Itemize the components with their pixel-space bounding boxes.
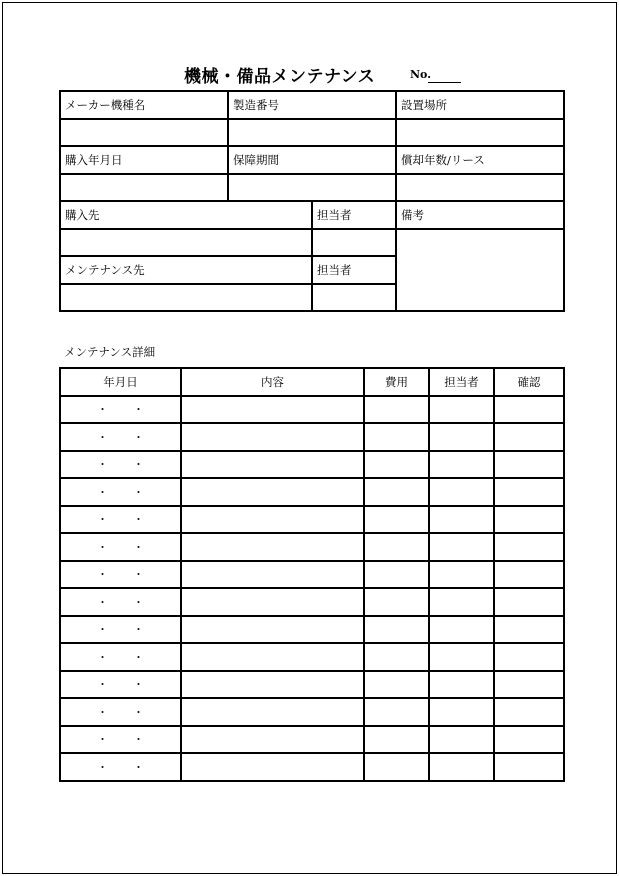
date-separators (94, 678, 148, 691)
date-separator: ・ (133, 568, 144, 582)
maintenance-detail-table (59, 367, 565, 782)
content-field[interactable] (181, 478, 364, 506)
content-field[interactable] (181, 698, 364, 726)
location-field[interactable] (396, 119, 564, 147)
confirm-field[interactable] (494, 643, 564, 671)
table-row (60, 616, 564, 644)
person-field[interactable] (429, 588, 494, 616)
date-separator: ・ (133, 458, 144, 472)
content-field[interactable] (181, 506, 364, 534)
table-row (60, 506, 564, 534)
person-field[interactable] (429, 506, 494, 534)
date-separator: ・ (97, 540, 108, 554)
maintenance-vendor-field[interactable] (60, 284, 312, 312)
date-field[interactable] (60, 478, 181, 506)
date-field[interactable] (60, 671, 181, 699)
header-content: 内容 (181, 368, 364, 396)
person-field[interactable] (429, 423, 494, 451)
date-separators (94, 458, 148, 471)
date-separators (94, 568, 148, 581)
date-separator: ・ (97, 623, 108, 637)
confirm-field[interactable] (494, 451, 564, 479)
date-separator: ・ (97, 458, 108, 472)
cost-field[interactable] (364, 396, 429, 424)
header-person: 担当者 (429, 368, 494, 396)
cost-field[interactable] (364, 643, 429, 671)
maintenance-vendor-label: メンテナンス先 (60, 256, 312, 284)
date-field[interactable] (60, 451, 181, 479)
table-row (60, 643, 564, 671)
header-date: 年月日 (60, 368, 181, 396)
table-row (60, 726, 564, 754)
person-field[interactable] (429, 451, 494, 479)
date-separators (94, 403, 148, 416)
date-separator: ・ (97, 595, 108, 609)
content-field[interactable] (181, 533, 364, 561)
date-separator: ・ (97, 705, 108, 719)
content-field[interactable] (181, 643, 364, 671)
equipment-info-table (59, 90, 565, 312)
confirm-field[interactable] (494, 726, 564, 754)
date-separators (94, 761, 148, 774)
confirm-field[interactable] (494, 616, 564, 644)
table-row (60, 478, 564, 506)
table-row (60, 698, 564, 726)
cost-field[interactable] (364, 561, 429, 589)
location-label: 設置場所 (396, 91, 564, 119)
date-field[interactable] (60, 698, 181, 726)
date-separator: ・ (133, 733, 144, 747)
confirm-field[interactable] (494, 561, 564, 589)
date-field[interactable] (60, 423, 181, 451)
maker-model-field[interactable] (60, 119, 228, 147)
person-field[interactable] (429, 616, 494, 644)
confirm-field[interactable] (494, 533, 564, 561)
date-separators (94, 623, 148, 636)
date-separator: ・ (97, 430, 108, 444)
depreciation-label: 償却年数/リース (396, 146, 564, 174)
serial-number-label: 製造番号 (228, 91, 396, 119)
date-separator: ・ (97, 650, 108, 664)
page-title: 機械・備品メンテナンス (184, 67, 376, 87)
content-field[interactable] (181, 451, 364, 479)
date-separator: ・ (133, 705, 144, 719)
table-row (60, 671, 564, 699)
cost-field[interactable] (364, 726, 429, 754)
date-separator: ・ (133, 485, 144, 499)
date-separators (94, 541, 148, 554)
depreciation-field[interactable] (396, 174, 564, 202)
date-field[interactable] (60, 506, 181, 534)
title-row (0, 62, 619, 88)
vendor-field[interactable] (60, 229, 312, 257)
date-separator: ・ (97, 733, 108, 747)
person-field[interactable] (429, 671, 494, 699)
date-separators (94, 706, 148, 719)
table-row (60, 533, 564, 561)
content-field[interactable] (181, 396, 364, 424)
date-separator: ・ (97, 403, 108, 417)
cost-field[interactable] (364, 451, 429, 479)
confirm-field[interactable] (494, 588, 564, 616)
vendor-contact-field[interactable] (312, 229, 396, 257)
number-field[interactable] (428, 82, 461, 83)
cost-field[interactable] (364, 478, 429, 506)
maintenance-detail-label: メンテナンス詳細 (64, 345, 156, 359)
cost-field[interactable] (364, 423, 429, 451)
warranty-period-field[interactable] (228, 174, 396, 202)
content-field[interactable] (181, 753, 364, 781)
cost-field[interactable] (364, 588, 429, 616)
content-field[interactable] (181, 423, 364, 451)
person-field[interactable] (429, 698, 494, 726)
maintenance-contact-field[interactable] (312, 284, 396, 312)
serial-number-field[interactable] (228, 119, 396, 147)
confirm-field[interactable] (494, 506, 564, 534)
purchase-date-field[interactable] (60, 174, 228, 202)
warranty-period-label: 保障期間 (228, 146, 396, 174)
date-field[interactable] (60, 588, 181, 616)
date-field[interactable] (60, 533, 181, 561)
confirm-field[interactable] (494, 423, 564, 451)
maintenance-detail-rows (60, 396, 564, 781)
cost-field[interactable] (364, 698, 429, 726)
date-separator: ・ (133, 760, 144, 774)
date-field[interactable] (60, 726, 181, 754)
table-row (60, 423, 564, 451)
date-separator: ・ (133, 430, 144, 444)
date-separator: ・ (133, 650, 144, 664)
confirm-field[interactable] (494, 396, 564, 424)
confirm-field[interactable] (494, 671, 564, 699)
person-field[interactable] (429, 753, 494, 781)
date-separator: ・ (133, 595, 144, 609)
confirm-field[interactable] (494, 753, 564, 781)
header-cost: 費用 (364, 368, 429, 396)
confirm-field[interactable] (494, 478, 564, 506)
date-separator: ・ (97, 760, 108, 774)
date-separators (94, 513, 148, 526)
date-separator: ・ (97, 485, 108, 499)
cost-field[interactable] (364, 616, 429, 644)
date-field[interactable] (60, 643, 181, 671)
date-field[interactable] (60, 616, 181, 644)
person-field[interactable] (429, 396, 494, 424)
date-separators (94, 651, 148, 664)
content-field[interactable] (181, 726, 364, 754)
date-separator: ・ (133, 403, 144, 417)
date-separators (94, 596, 148, 609)
cost-field[interactable] (364, 506, 429, 534)
content-field[interactable] (181, 616, 364, 644)
date-field[interactable] (60, 561, 181, 589)
cost-field[interactable] (364, 753, 429, 781)
maker-model-label: メーカー機種名 (60, 91, 228, 119)
table-row (60, 588, 564, 616)
confirm-field[interactable] (494, 698, 564, 726)
number-label: No. (410, 68, 432, 81)
person-field[interactable] (429, 726, 494, 754)
content-field[interactable] (181, 561, 364, 589)
date-separator: ・ (97, 513, 108, 527)
cost-field[interactable] (364, 533, 429, 561)
date-separators (94, 486, 148, 499)
date-field[interactable] (60, 396, 181, 424)
date-separator: ・ (133, 513, 144, 527)
date-separator: ・ (133, 540, 144, 554)
cost-field[interactable] (364, 671, 429, 699)
person-field[interactable] (429, 561, 494, 589)
header-confirm: 確認 (494, 368, 564, 396)
date-separators (94, 431, 148, 444)
purchase-date-label: 購入年月日 (60, 146, 228, 174)
table-row (60, 561, 564, 589)
vendor-contact-label: 担当者 (312, 201, 396, 229)
vendor-label: 購入先 (60, 201, 312, 229)
table-row (60, 396, 564, 424)
table-row (60, 451, 564, 479)
date-separator: ・ (133, 623, 144, 637)
date-separator: ・ (97, 568, 108, 582)
person-field[interactable] (429, 643, 494, 671)
remarks-field[interactable] (396, 229, 564, 312)
content-field[interactable] (181, 671, 364, 699)
content-field[interactable] (181, 588, 364, 616)
maintenance-contact-label: 担当者 (312, 256, 396, 284)
person-field[interactable] (429, 478, 494, 506)
remarks-label: 備考 (396, 201, 564, 229)
date-separators (94, 733, 148, 746)
date-separator: ・ (97, 678, 108, 692)
table-row (60, 753, 564, 781)
date-field[interactable] (60, 753, 181, 781)
person-field[interactable] (429, 533, 494, 561)
date-separator: ・ (133, 678, 144, 692)
